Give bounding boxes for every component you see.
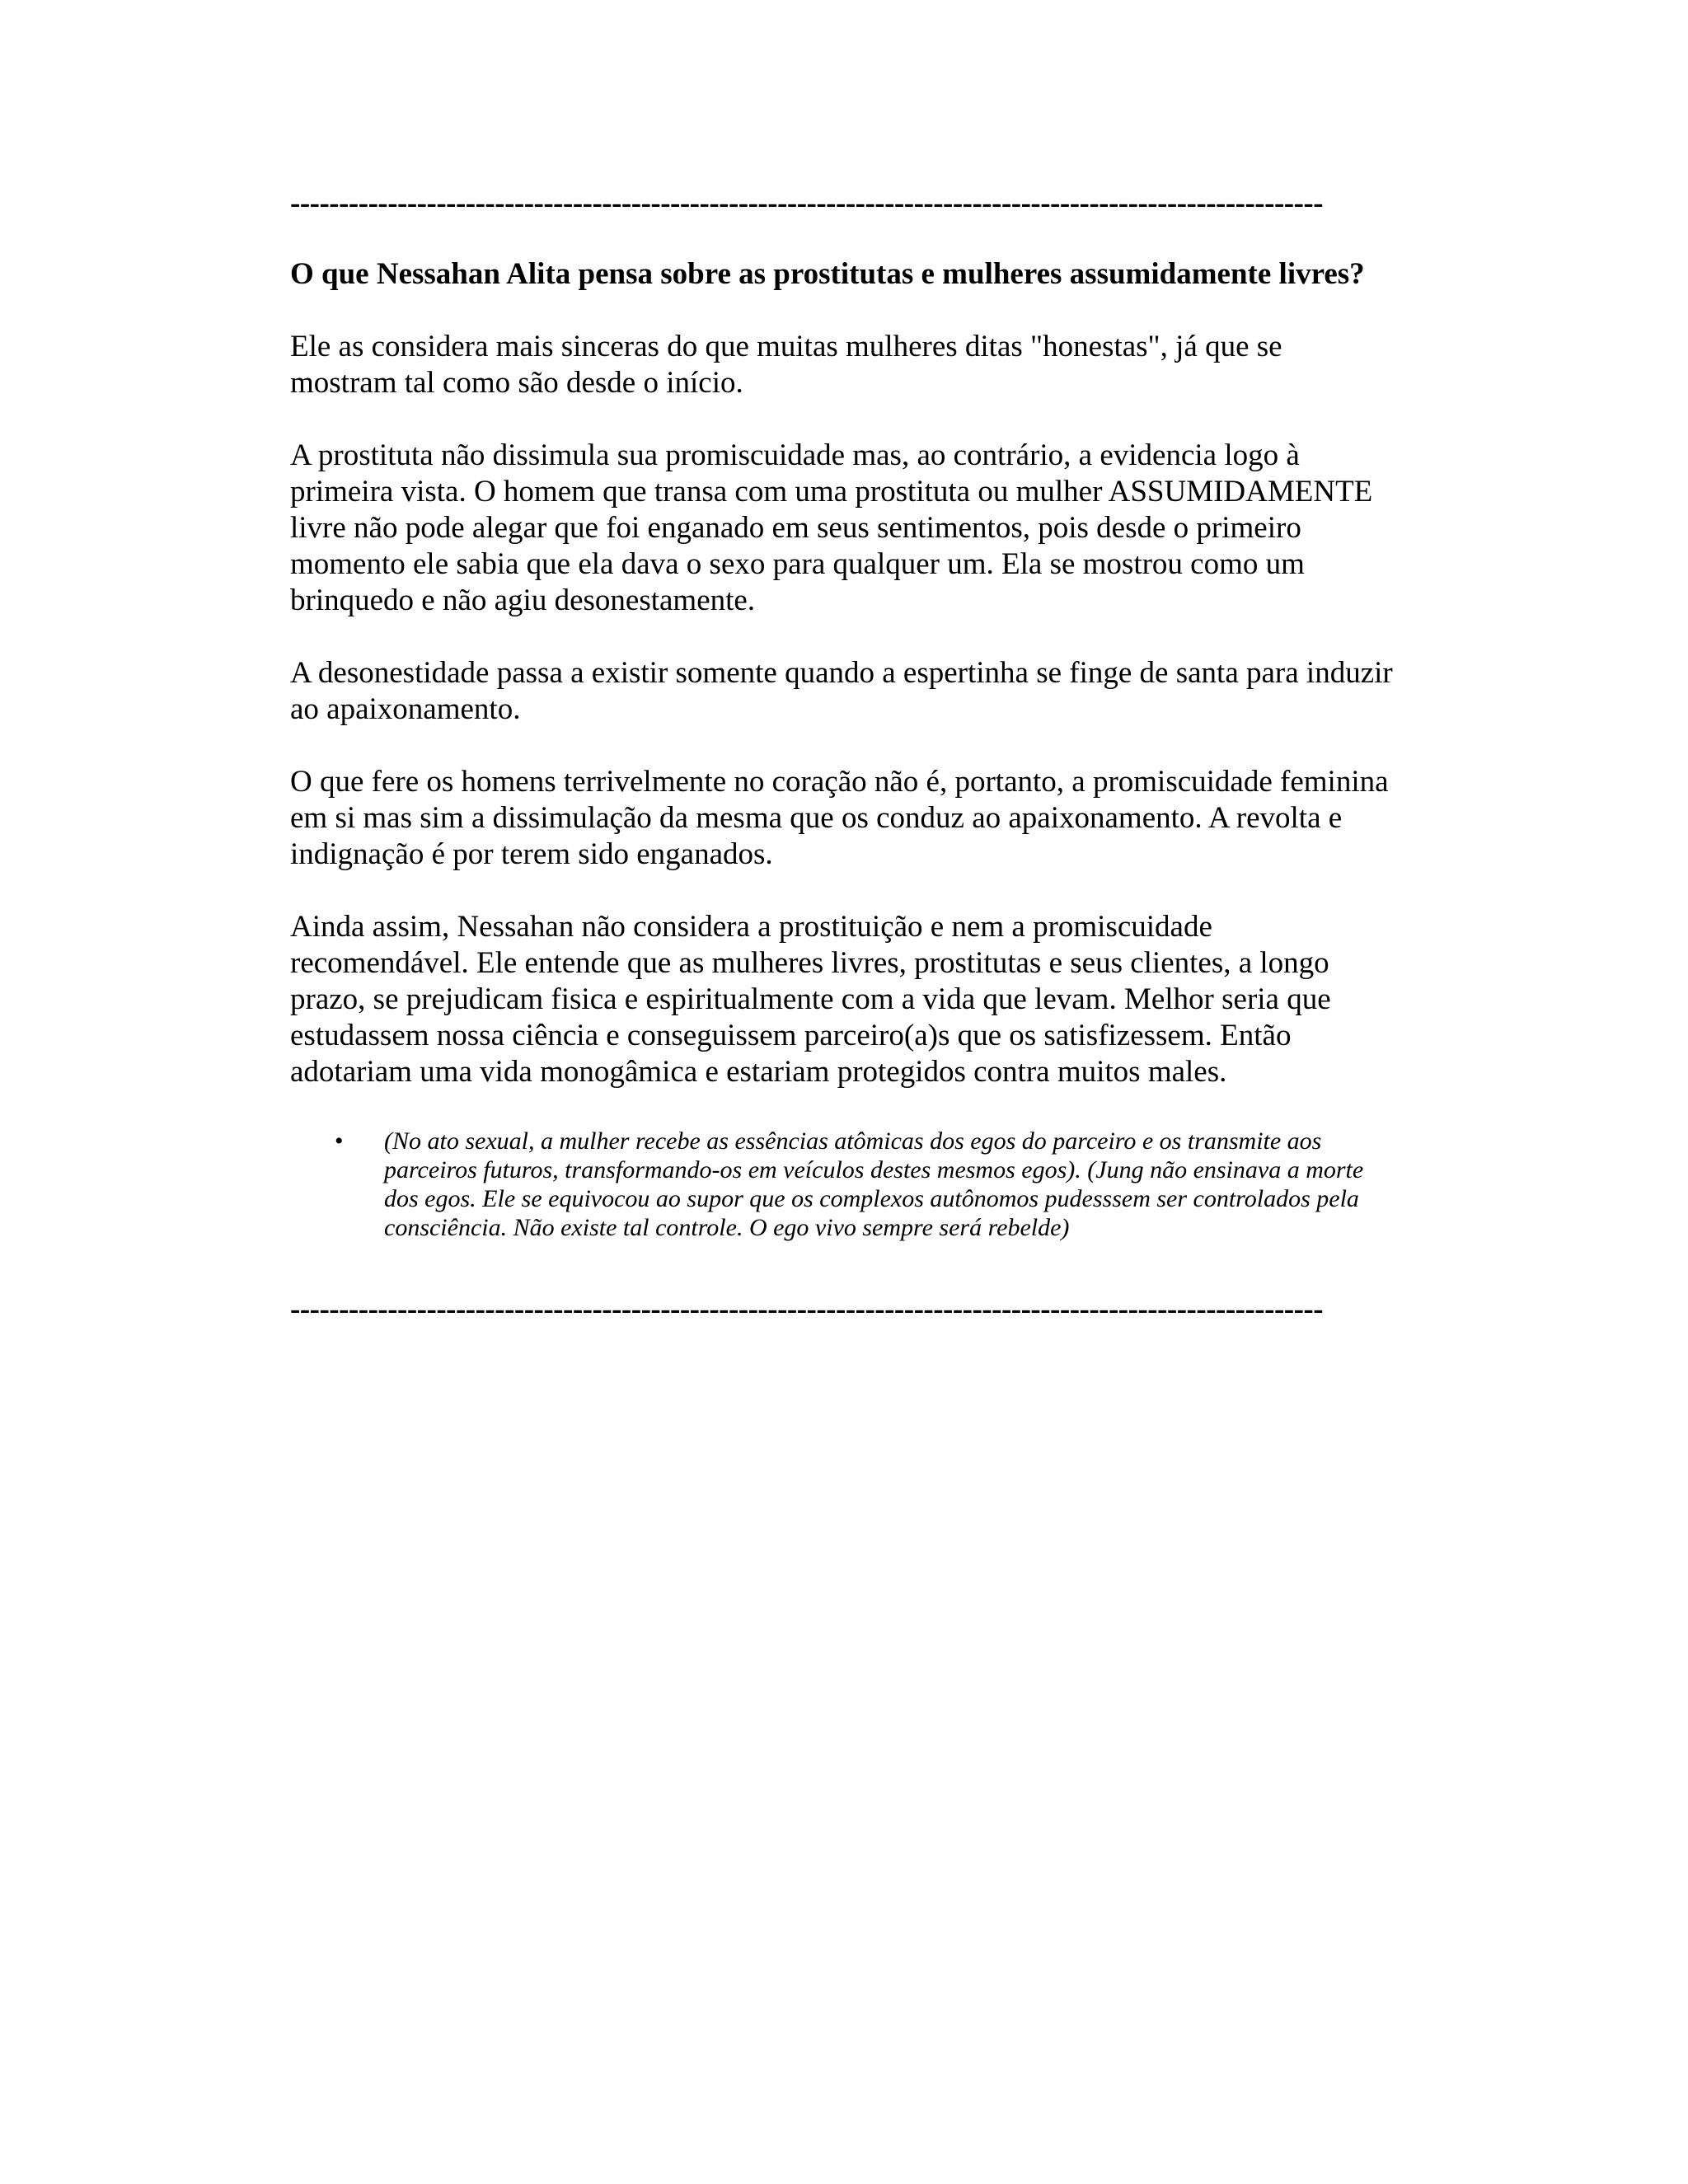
notes-list [290, 1127, 1395, 1242]
paragraph-1: Ele as considera mais sinceras do que muitas mulheres ditas "honestas", já que se mostram tal como são desde o início. [290, 330, 1282, 400]
document-page [290, 185, 1395, 1328]
paragraph-5: Ainda assim, Nessahan não considera a prostituição e nem a promiscuidade recomendável. Ele entende que as mulheres livres, prostitutas e seus clientes, a longo prazo, se prejudicam fisica e espiritualmente com a vida que levam. Melhor seria que estudassem nossa ciência e conseguissem parceiro(a)s que os satisfizessem. Então adotariam uma vida monogâmica e estariam protegidos contra muitos males. [290, 910, 1331, 1089]
paragraph-3: A desonestidade passa a existir somente quando a espertinha se finge de santa para induzir ao apaixonamento. [290, 656, 1393, 726]
paragraph-2: A prostituta não dissimula sua promiscuidade mas, ao contrário, a evidencia logo à primeira vista. O homem que transa com uma prostituta ou mulher ASSUMIDAMENTE livre não pode alegar que foi enganado em seus sentimentos, pois desde o primeiro momento ele sabia que ela dava o sexo para qualquer um. Ela se mostrou como um brinquedo e não agiu desonestamente. [290, 438, 1373, 617]
top-dashed-rule: ---------------------------------------------------------------------------------------------------------- [290, 186, 1324, 220]
paragraph-4: O que fere os homens terrivelmente no coração não é, portanto, a promiscuidade feminina em si mas sim a dissimulação da mesma que os conduz ao apaixonamento. A revolta e indignação é por terem sido enganados. [290, 765, 1389, 871]
list-item [290, 1127, 1395, 1242]
note-text: (No ato sexual, a mulher recebe as essências atômicas dos egos do parceiro e os transmite aos parceiros futuros, transformando-os em veículos destes mesmos egos). (Jung não ensinava a morte dos egos. Ele se equivocou ao supor que os complexos autônomos pudesssem ser controlados pela consciência. Não existe tal controle. O ego vivo sempre será rebelde) [384, 1127, 1364, 1241]
question-heading: O que Nessahan Alita pensa sobre as prostitutas e mulheres assumidamente livres? [290, 257, 1365, 291]
bullet-icon: • [335, 1127, 344, 1155]
bottom-dashed-rule: ---------------------------------------------------------------------------------------------------------- [290, 1292, 1324, 1326]
